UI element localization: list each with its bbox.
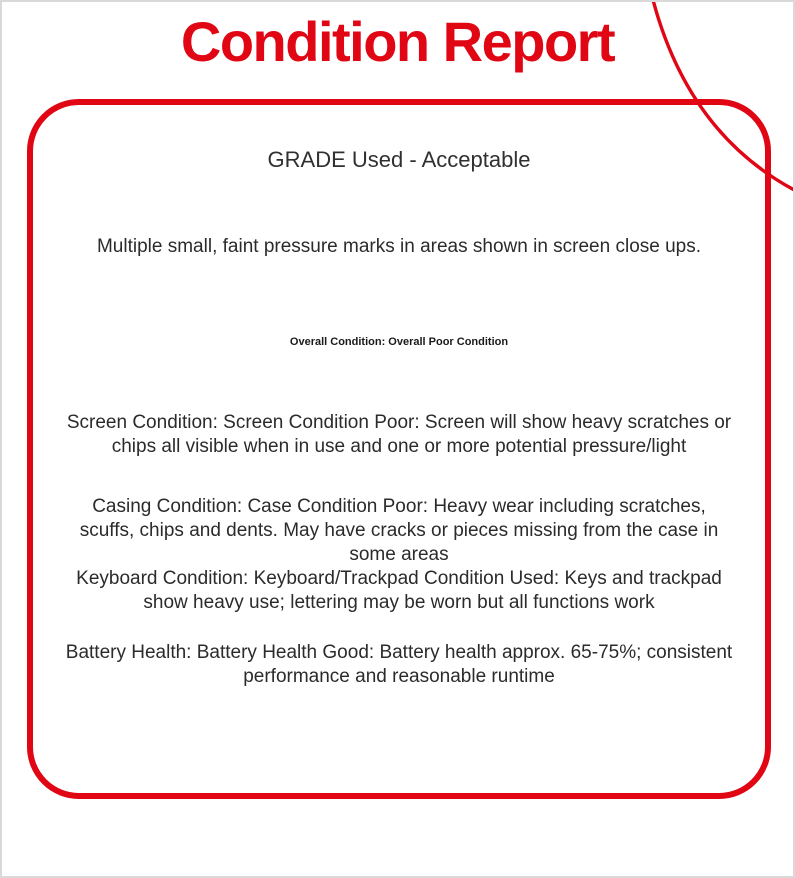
- page-title: Condition Report: [180, 10, 615, 73]
- casing-condition-text: Casing Condition: Case Condition Poor: Heavy wear including scratches, scuffs, chips and dents. May have cracks or pieces missing from the case in some areas: [79, 496, 719, 565]
- screen-condition-text: Screen Condition: Screen Condition Poor: Screen will show heavy scratches or chips all visible when in use and one or more potential pressure/light: [66, 412, 732, 457]
- summary-note: Multiple small, faint pressure marks in areas shown in screen close ups.: [96, 236, 702, 257]
- report-box: [27, 99, 771, 799]
- keyboard-condition-text: Keyboard Condition: Keyboard/Trackpad Condition Used: Keys and trackpad show heavy use; lettering may be worn but all functions work: [76, 568, 722, 613]
- overall-condition-text: Overall Condition: Overall Poor Condition: [289, 336, 509, 348]
- grade-heading: GRADE Used - Acceptable: [267, 147, 531, 172]
- battery-health-text: Battery Health: Battery Health Good: Battery health approx. 65-75%; consistent performance and reasonable runtime: [65, 642, 733, 687]
